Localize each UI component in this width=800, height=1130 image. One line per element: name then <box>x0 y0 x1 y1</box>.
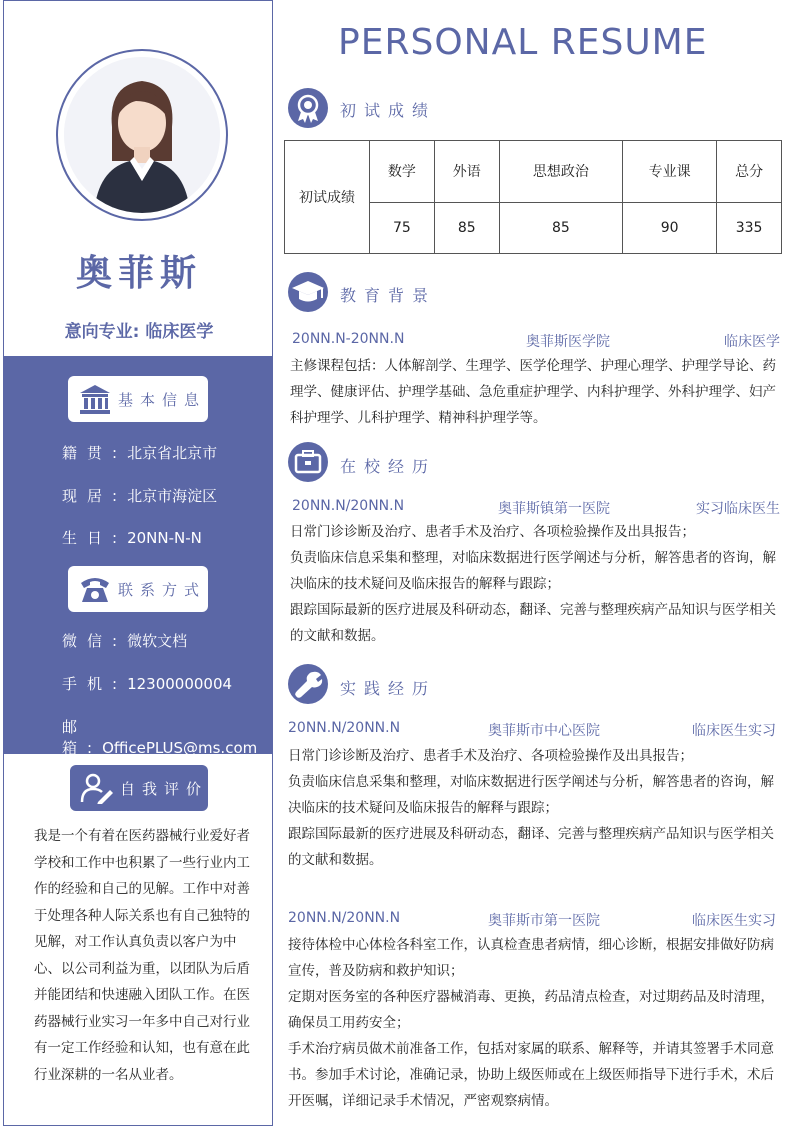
sidebar <box>3 0 273 1126</box>
list-item: 定期对医务室的各种医疗器械消毒、更换，药品清点检查，对过期药品及时清理，确保员工用药安全； <box>288 989 774 1031</box>
info-row-wechat: 微信:微软文档 <box>62 632 188 650</box>
wrench-icon <box>288 664 328 704</box>
list-item: 跟踪国际最新的医疗进展及科研动态，翻译、完善与整理疾病产品知识与医学相关的文献和数据。 <box>290 602 776 644</box>
practice-desc-2 <box>288 932 782 1114</box>
graduation-cap-icon <box>288 272 328 312</box>
intended-major: 意向专业: 临床医学 <box>64 322 214 342</box>
table-header-cell: 数学 <box>370 141 435 203</box>
exam-row-label: 初试成绩 <box>285 141 370 254</box>
user-avatar-icon <box>64 57 220 213</box>
practice-role-1: 临床医生实习 <box>692 723 776 739</box>
contact-label: 联系方式 <box>118 581 207 599</box>
table-cell: 335 <box>717 202 782 253</box>
list-item: 手术治疗病员做术前准备工作，包括对家属的联系、解释等，并请其签署手术同意书。参加手术讨论，准确记录，协助上级医师或在上级医师指导下进行手术，术后开医嘱，详细记录手术情况，严密观察病情。 <box>288 1041 774 1109</box>
medal-icon <box>288 88 328 128</box>
bank-icon <box>78 383 112 415</box>
candidate-name: 奥菲斯 <box>75 253 202 294</box>
self-eval-text: 我是一个有着在医药器械行业爱好者学校和工作中也积累了一些行业内工作的经验和自己的见解。工作中对善于处理各种人际关系也有自己独特的见解，对工作认真负责以客户为中心、以公司利益为重，以团队为后盾并能团结和快速融入团队工作。在医药器械行业实习一年多中自己对行业有一定工作经验和认知，也有意在此行业深耕的一名从业者。 <box>34 828 250 1083</box>
education-desc: 主修课程包括：人体解剖学、生理学、医学伦理学、护理心理学、护理学导论、药理学、健康评估、护理学基础、急危重症护理学、内科护理学、外科护理学、妇产科护理学、儿科护理学、精神科护理学等。 <box>290 358 776 426</box>
briefcase-icon <box>288 442 328 482</box>
table-cell: 85 <box>499 202 622 253</box>
table-cell: 85 <box>434 202 499 253</box>
practice-org-1: 奥菲斯市中心医院 <box>488 723 600 739</box>
table-header-cell: 总分 <box>717 141 782 203</box>
practice-section-title: 实践经历 <box>340 679 437 698</box>
info-panel <box>4 356 272 757</box>
page-title: PERSONAL RESUME <box>338 22 708 63</box>
school-exp-date: 20NN.N/20NN.N <box>292 498 405 514</box>
school-exp-org: 奥菲斯镇第一医院 <box>498 501 610 517</box>
exam-score-table <box>284 140 782 254</box>
practice-date-1: 20NN.N/20NN.N <box>288 720 401 736</box>
school-exp-role: 实习临床医生 <box>696 501 780 517</box>
info-row-email: 邮箱:OfficePLUS@ms.com <box>62 718 258 757</box>
exam-section-title: 初试成绩 <box>340 101 437 120</box>
practice-role-2: 临床医生实习 <box>692 913 776 929</box>
info-row-birthday: 生日:20NN-N-N <box>62 529 202 547</box>
info-row-hometown: 籍贯:北京省北京市 <box>62 444 218 462</box>
school-exp-section-title: 在校经历 <box>340 457 437 476</box>
self-eval-heading <box>70 765 208 811</box>
practice-org-2: 奥菲斯市第一医院 <box>488 913 600 929</box>
education-date: 20NN.N-20NN.N <box>292 331 405 347</box>
table-cell: 90 <box>623 202 717 253</box>
user-edit-icon <box>80 772 114 804</box>
list-item: 跟踪国际最新的医疗进展及科研动态，翻译、完善与整理疾病产品知识与医学相关的文献和数据。 <box>288 826 774 868</box>
practice-date-2: 20NN.N/20NN.N <box>288 910 401 926</box>
list-item: 日常门诊诊断及治疗、患者手术及治疗、各项检验操作及出具报告； <box>290 524 695 540</box>
education-major: 临床医学 <box>724 334 780 350</box>
table-cell: 75 <box>370 202 435 253</box>
phone-icon <box>78 573 112 605</box>
self-eval-label: 自我评价 <box>120 780 209 798</box>
basic-info-heading <box>68 376 208 422</box>
list-item: 接待体检中心体检各科室工作，认真检查患者病情，细心诊断，根据安排做好防病宣传，普及防病和救护知识； <box>288 937 774 979</box>
table-header-cell: 思想政治 <box>499 141 622 203</box>
table-header-cell: 专业课 <box>623 141 717 203</box>
list-item: 日常门诊诊断及治疗、患者手术及治疗、各项检验操作及出具报告； <box>288 748 693 764</box>
info-row-residence: 现居:北京市海淀区 <box>62 487 218 505</box>
info-row-phone: 手机:12300000004 <box>62 675 233 693</box>
school-exp-desc <box>290 519 784 649</box>
education-school: 奥菲斯医学院 <box>526 334 610 350</box>
table-header-cell: 外语 <box>434 141 499 203</box>
basic-info-label: 基本信息 <box>118 391 207 409</box>
practice-desc-1 <box>288 743 782 873</box>
avatar <box>56 49 228 221</box>
list-item: 负责临床信息采集和整理，对临床数据进行医学阐述与分析，解答患者的咨询，解决临床的技术疑问及临床报告的解释与跟踪； <box>288 774 774 816</box>
list-item: 负责临床信息采集和整理，对临床数据进行医学阐述与分析，解答患者的咨询，解决临床的技术疑问及临床报告的解释与跟踪； <box>290 550 776 592</box>
education-section-title: 教育背景 <box>340 286 437 305</box>
contact-heading <box>68 566 208 612</box>
